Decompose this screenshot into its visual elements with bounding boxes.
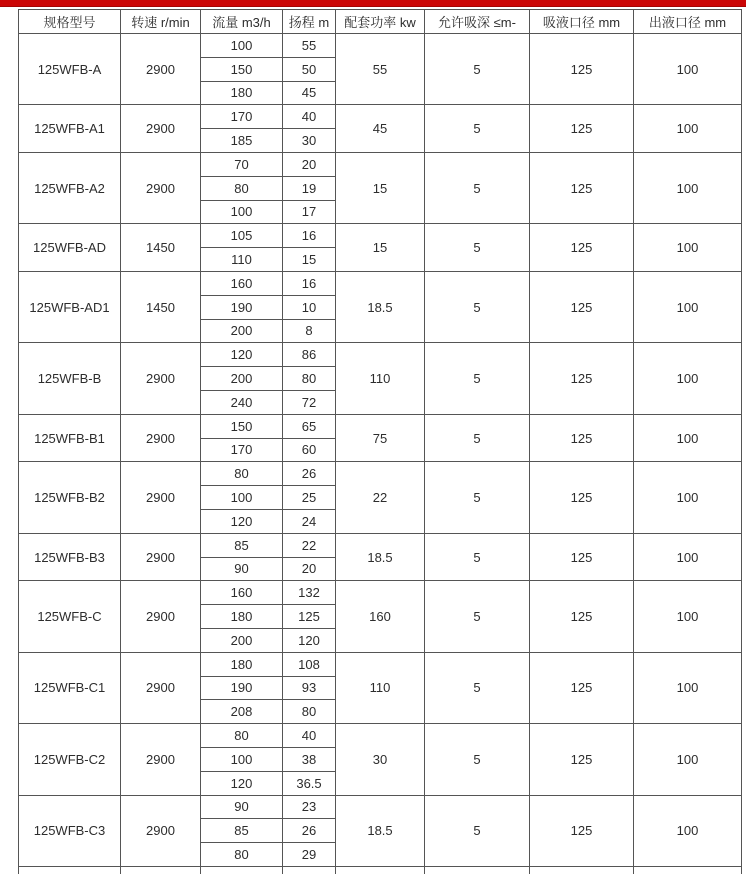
flow-cell: 120: [201, 771, 283, 795]
head-cell: 20: [283, 152, 336, 176]
flow-cell: 185: [201, 129, 283, 153]
speed-cell: 2900: [121, 152, 201, 223]
suction-port-cell: 125: [530, 533, 634, 581]
suction-port-cell: 125: [530, 795, 634, 866]
head-cell: 26: [283, 462, 336, 486]
flow-cell: 100: [201, 34, 283, 58]
header-cell-flow: 流量 m3/h: [201, 10, 283, 34]
power-cell: 75: [336, 414, 425, 462]
power-cell: 18.5: [336, 795, 425, 866]
flow-cell: 85: [201, 533, 283, 557]
suction-depth-cell: 5: [425, 343, 530, 414]
suction-port-cell: 125: [530, 224, 634, 272]
model-cell: 125WFB-C1: [19, 652, 121, 723]
flow-cell: 180: [201, 81, 283, 105]
table-row: [19, 152, 742, 176]
model-cell: 125WFB-A2: [19, 152, 121, 223]
speed-cell: 1450: [121, 224, 201, 272]
power-cell: 15: [336, 224, 425, 272]
head-cell: 108: [283, 652, 336, 676]
flow-cell: 110: [201, 248, 283, 272]
model-cell: 125WFB-B2: [19, 462, 121, 533]
suction-depth-cell: 5: [425, 271, 530, 342]
discharge-port-cell: 100: [634, 652, 742, 723]
suction-depth-cell: 5: [425, 795, 530, 866]
model-cell: 125WFB-A1: [19, 105, 121, 153]
discharge-port-cell: 100: [634, 224, 742, 272]
speed-cell: 2900: [121, 414, 201, 462]
power-cell: 15: [336, 152, 425, 223]
flow-cell: 150: [201, 57, 283, 81]
flow-cell: 180: [201, 605, 283, 629]
power-cell: 110: [336, 343, 425, 414]
flow-cell: 120: [201, 343, 283, 367]
power-cell: 30: [336, 724, 425, 795]
discharge-port-cell: 100: [634, 343, 742, 414]
table-row: [19, 271, 742, 295]
flow-cell: 85: [201, 819, 283, 843]
flow-cell: 100: [201, 486, 283, 510]
suction-depth-cell: 5: [425, 533, 530, 581]
speed-cell: 2900: [121, 795, 201, 866]
head-cell: 50: [283, 57, 336, 81]
power-cell: 18.5: [336, 533, 425, 581]
flow-cell: 160: [201, 271, 283, 295]
table-row: [19, 105, 742, 129]
discharge-port-cell: 100: [634, 533, 742, 581]
empty-cell: [634, 866, 742, 874]
suction-depth-cell: 5: [425, 724, 530, 795]
flow-cell: 160: [201, 581, 283, 605]
table-row: [19, 224, 742, 248]
model-cell: 125WFB-C3: [19, 795, 121, 866]
model-cell: 125WFB-AD1: [19, 271, 121, 342]
flow-cell: 100: [201, 200, 283, 224]
suction-depth-cell: 5: [425, 34, 530, 105]
suction-depth-cell: 5: [425, 652, 530, 723]
flow-cell: 170: [201, 438, 283, 462]
header-cell-suction-depth: 允许吸深 ≤m-: [425, 10, 530, 34]
header-cell-power: 配套功率 kw: [336, 10, 425, 34]
head-cell: 22: [283, 533, 336, 557]
head-cell: 16: [283, 271, 336, 295]
pump-spec-table: [18, 9, 742, 874]
suction-port-cell: 125: [530, 724, 634, 795]
suction-depth-cell: 5: [425, 581, 530, 652]
partial-row: [19, 866, 742, 874]
header-cell-suction-port: 吸液口径 mm: [530, 10, 634, 34]
speed-cell: 2900: [121, 34, 201, 105]
discharge-port-cell: 100: [634, 795, 742, 866]
head-cell: 25: [283, 486, 336, 510]
head-cell: 24: [283, 509, 336, 533]
power-cell: 18.5: [336, 271, 425, 342]
power-cell: 45: [336, 105, 425, 153]
header-row: [19, 10, 742, 34]
head-cell: 55: [283, 34, 336, 58]
speed-cell: 2900: [121, 724, 201, 795]
flow-cell: 180: [201, 652, 283, 676]
empty-cell: [425, 866, 530, 874]
table-row: [19, 343, 742, 367]
header-cell-head: 扬程 m: [283, 10, 336, 34]
suction-port-cell: 125: [530, 414, 634, 462]
empty-cell: [19, 866, 121, 874]
flow-cell: 120: [201, 509, 283, 533]
flow-cell: 70: [201, 152, 283, 176]
flow-cell: 208: [201, 700, 283, 724]
suction-port-cell: 125: [530, 343, 634, 414]
model-cell: 125WFB-C: [19, 581, 121, 652]
discharge-port-cell: 100: [634, 724, 742, 795]
empty-cell: [530, 866, 634, 874]
flow-cell: 80: [201, 724, 283, 748]
head-cell: 125: [283, 605, 336, 629]
speed-cell: 2900: [121, 652, 201, 723]
flow-cell: 200: [201, 367, 283, 391]
table-row: [19, 581, 742, 605]
flow-cell: 200: [201, 628, 283, 652]
empty-cell: [283, 866, 336, 874]
head-cell: 10: [283, 295, 336, 319]
power-cell: 22: [336, 462, 425, 533]
head-cell: 132: [283, 581, 336, 605]
head-cell: 30: [283, 129, 336, 153]
header-cell-discharge-port: 出液口径 mm: [634, 10, 742, 34]
speed-cell: 2900: [121, 533, 201, 581]
power-cell: 55: [336, 34, 425, 105]
head-cell: 26: [283, 819, 336, 843]
empty-cell: [336, 866, 425, 874]
table-row: [19, 462, 742, 486]
flow-cell: 200: [201, 319, 283, 343]
head-cell: 60: [283, 438, 336, 462]
model-cell: 125WFB-B1: [19, 414, 121, 462]
header-cell-speed: 转速 r/min: [121, 10, 201, 34]
flow-cell: 190: [201, 295, 283, 319]
speed-cell: 1450: [121, 271, 201, 342]
model-cell: 125WFB-AD: [19, 224, 121, 272]
discharge-port-cell: 100: [634, 462, 742, 533]
flow-cell: 190: [201, 676, 283, 700]
discharge-port-cell: 100: [634, 581, 742, 652]
head-cell: 86: [283, 343, 336, 367]
speed-cell: 2900: [121, 105, 201, 153]
table-row: [19, 724, 742, 748]
table-row: [19, 533, 742, 557]
speed-cell: 2900: [121, 462, 201, 533]
head-cell: 36.5: [283, 771, 336, 795]
suction-depth-cell: 5: [425, 414, 530, 462]
head-cell: 23: [283, 795, 336, 819]
discharge-port-cell: 100: [634, 34, 742, 105]
speed-cell: 2900: [121, 581, 201, 652]
table-row: [19, 414, 742, 438]
suction-port-cell: 125: [530, 152, 634, 223]
head-cell: 38: [283, 747, 336, 771]
table-row: [19, 34, 742, 58]
suction-depth-cell: 5: [425, 105, 530, 153]
head-cell: 16: [283, 224, 336, 248]
model-cell: 125WFB-C2: [19, 724, 121, 795]
head-cell: 29: [283, 843, 336, 867]
suction-port-cell: 125: [530, 581, 634, 652]
head-cell: 40: [283, 724, 336, 748]
head-cell: 19: [283, 176, 336, 200]
suction-depth-cell: 5: [425, 462, 530, 533]
flow-cell: 240: [201, 390, 283, 414]
flow-cell: 170: [201, 105, 283, 129]
flow-cell: 90: [201, 557, 283, 581]
head-cell: 40: [283, 105, 336, 129]
head-cell: 80: [283, 700, 336, 724]
flow-cell: 150: [201, 414, 283, 438]
discharge-port-cell: 100: [634, 152, 742, 223]
discharge-port-cell: 100: [634, 414, 742, 462]
head-cell: 72: [283, 390, 336, 414]
discharge-port-cell: 100: [634, 105, 742, 153]
head-cell: 65: [283, 414, 336, 438]
table-row: [19, 795, 742, 819]
head-cell: 17: [283, 200, 336, 224]
head-cell: 80: [283, 367, 336, 391]
flow-cell: 80: [201, 462, 283, 486]
speed-cell: 2900: [121, 343, 201, 414]
power-cell: 110: [336, 652, 425, 723]
head-cell: 20: [283, 557, 336, 581]
head-cell: 93: [283, 676, 336, 700]
head-cell: 120: [283, 628, 336, 652]
suction-port-cell: 125: [530, 105, 634, 153]
suction-port-cell: 125: [530, 652, 634, 723]
flow-cell: 80: [201, 843, 283, 867]
spec-table-container: [18, 9, 746, 874]
flow-cell: 90: [201, 795, 283, 819]
model-cell: 125WFB-A: [19, 34, 121, 105]
suction-port-cell: 125: [530, 462, 634, 533]
flow-cell: 100: [201, 747, 283, 771]
suction-depth-cell: 5: [425, 152, 530, 223]
empty-cell: [121, 866, 201, 874]
power-cell: 160: [336, 581, 425, 652]
head-cell: 8: [283, 319, 336, 343]
red-divider-bar: [0, 0, 746, 7]
head-cell: 45: [283, 81, 336, 105]
model-cell: 125WFB-B3: [19, 533, 121, 581]
empty-cell: [201, 866, 283, 874]
suction-port-cell: 125: [530, 271, 634, 342]
header-cell-model: 规格型号: [19, 10, 121, 34]
discharge-port-cell: 100: [634, 271, 742, 342]
flow-cell: 80: [201, 176, 283, 200]
model-cell: 125WFB-B: [19, 343, 121, 414]
table-row: [19, 652, 742, 676]
suction-depth-cell: 5: [425, 224, 530, 272]
head-cell: 15: [283, 248, 336, 272]
suction-port-cell: 125: [530, 34, 634, 105]
flow-cell: 105: [201, 224, 283, 248]
